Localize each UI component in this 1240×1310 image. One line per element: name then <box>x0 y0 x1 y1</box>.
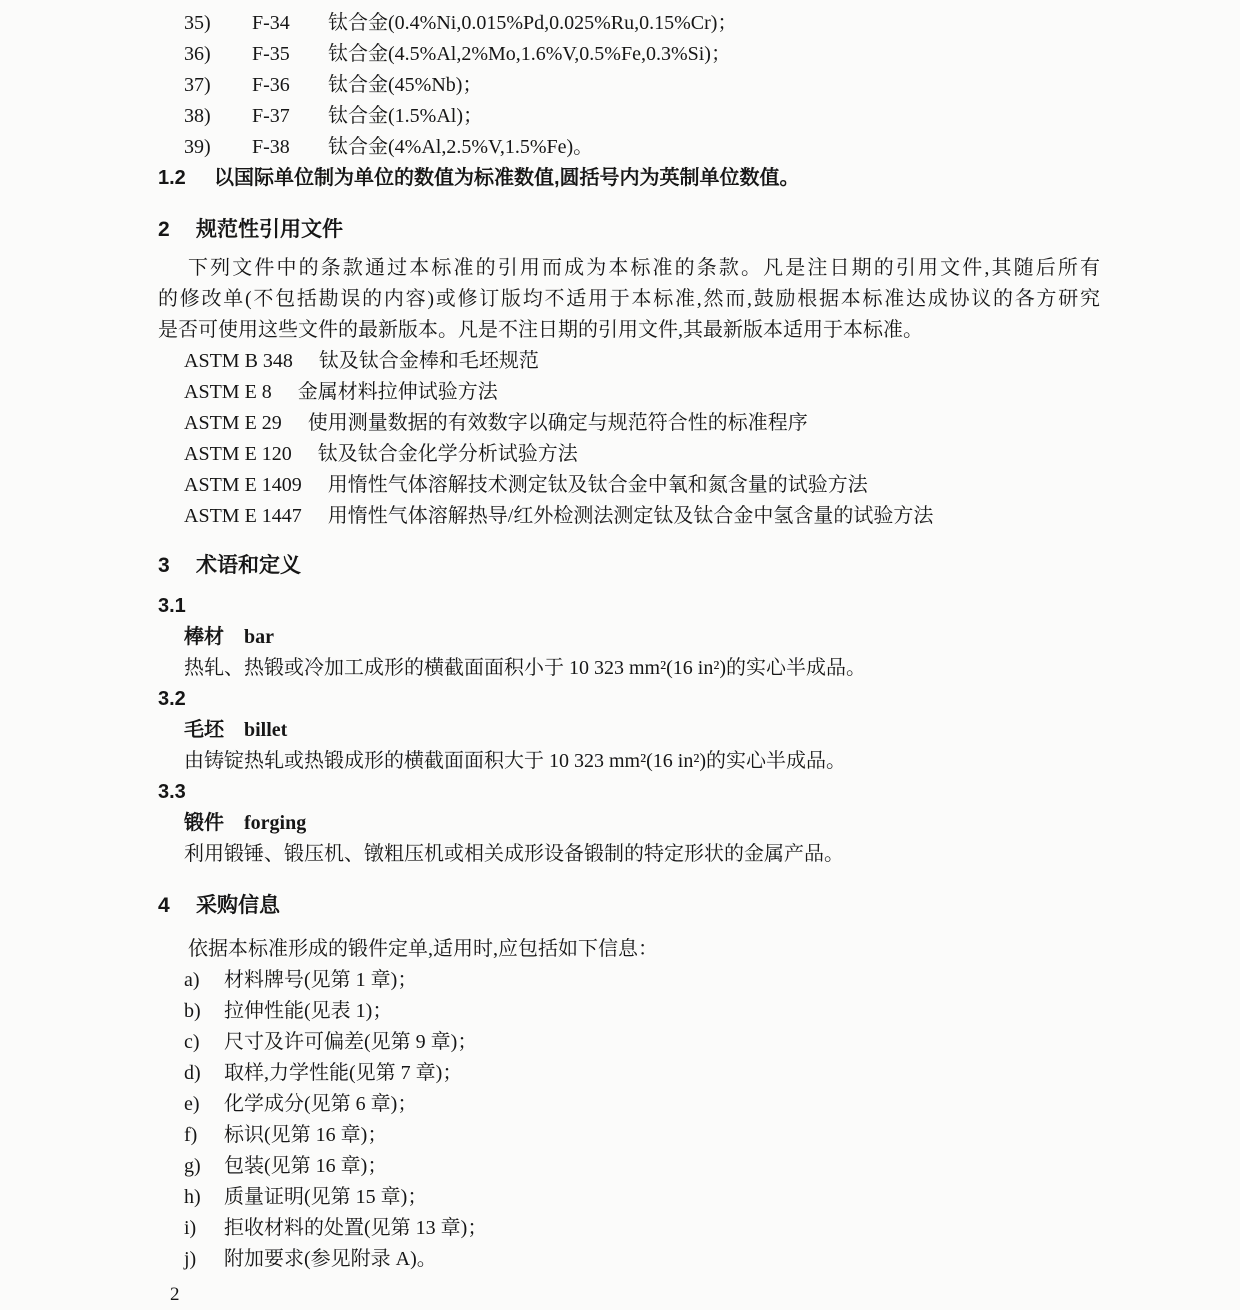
item-letter: c) <box>184 1031 200 1053</box>
grade-list <box>158 8 1100 163</box>
reference-title: 使用测量数据的有效数字以确定与规范符合性的标准程序 <box>307 412 808 434</box>
grade-item-desc: 钛合金(4.5%Al,2%Mo,1.6%V,0.5%Fe,0.3%Si)； <box>328 43 731 65</box>
ordered-item <box>184 965 1100 996</box>
astm-reference <box>184 439 1100 470</box>
item-letter: h) <box>184 1186 201 1208</box>
ordered-list <box>158 965 1100 1275</box>
ordered-item <box>184 1213 1100 1244</box>
reference-code: ASTM B 348 <box>184 350 293 372</box>
term-chinese: 毛坯 <box>184 719 224 741</box>
section-4-heading <box>158 890 1100 921</box>
item-letter: a) <box>184 969 200 991</box>
item-text: 材料牌号(见第 1 章)； <box>224 969 418 991</box>
grade-item-desc: 钛合金(45%Nb)； <box>328 74 483 96</box>
term-number: 3.3 <box>158 781 186 803</box>
grade-item-desc: 钛合金(1.5%Al)； <box>328 105 483 127</box>
ordered-item <box>184 1089 1100 1120</box>
paragraph-line: 的修改单(不包括勘误的内容)或修订版均不适用于本标准,然而,鼓励根据本标准达成协议的各方研究 <box>158 288 1100 310</box>
term-block <box>158 777 1100 870</box>
grade-item-number: 35) <box>184 12 211 34</box>
grade-list-item <box>184 8 1100 39</box>
section-title: 规范性引用文件 <box>196 218 343 241</box>
section-number: 4 <box>158 894 170 917</box>
item-text: 包装(见第 16 章)； <box>224 1155 388 1177</box>
astm-reference <box>184 346 1100 377</box>
item-text: 标识(见第 16 章)； <box>224 1124 388 1146</box>
section-number: 3 <box>158 554 170 577</box>
section-2-paragraph <box>158 253 1100 346</box>
item-letter: f) <box>184 1124 198 1146</box>
grade-item-number: 37) <box>184 74 211 96</box>
grade-item-code: F-35 <box>252 43 290 65</box>
ordered-item <box>184 1027 1100 1058</box>
grade-item-code: F-37 <box>252 105 290 127</box>
grade-item-number: 36) <box>184 43 211 65</box>
grade-list-item <box>184 132 1100 163</box>
section-4-intro: 依据本标准形成的锻件定单,适用时,应包括如下信息： <box>188 938 658 960</box>
reference-code: ASTM E 1409 <box>184 474 302 496</box>
term-english: forging <box>244 812 307 834</box>
grade-list-item <box>184 39 1100 70</box>
section-3-heading <box>158 550 1100 581</box>
term-number: 3.2 <box>158 688 186 710</box>
ordered-item <box>184 1058 1100 1089</box>
item-text: 化学成分(见第 6 章)； <box>224 1093 418 1115</box>
paragraph-line: 下列文件中的条款通过本标准的引用而成为本标准的条款。凡是注日期的引用文件,其随后所有 <box>188 257 1100 279</box>
item-letter: i) <box>184 1217 197 1239</box>
grade-list-item <box>184 101 1100 132</box>
ordered-item <box>184 1182 1100 1213</box>
clause-1-2 <box>158 163 1100 194</box>
term-definition: 热轧、热锻或冷加工成形的横截面面积小于 10 323 mm²(16 in²)的实心半成品。 <box>184 657 866 679</box>
term-definition: 利用锻锤、锻压机、镦粗压机或相关成形设备锻制的特定形状的金属产品。 <box>184 843 844 865</box>
grade-item-code: F-36 <box>252 74 290 96</box>
term-title <box>184 622 1100 653</box>
term-english: billet <box>244 719 288 741</box>
item-letter: e) <box>184 1093 200 1115</box>
item-text: 尺寸及许可偏差(见第 9 章)； <box>224 1031 478 1053</box>
item-text: 拉伸性能(见表 1)； <box>224 1000 393 1022</box>
term-definition: 由铸锭热轧或热锻成形的横截面面积大于 10 323 mm²(16 in²)的实心半成品。 <box>184 750 846 772</box>
astm-reference <box>184 377 1100 408</box>
section-2-heading <box>158 214 1100 245</box>
grade-item-desc: 钛合金(4%Al,2.5%V,1.5%Fe)。 <box>328 136 594 158</box>
term-block <box>158 591 1100 684</box>
grade-list-item <box>184 70 1100 101</box>
terms-list <box>158 591 1100 870</box>
section-number: 2 <box>158 218 170 241</box>
paragraph-line: 是否可使用这些文件的最新版本。凡是不注日期的引用文件,其最新版本适用于本标准。 <box>158 319 923 341</box>
item-text: 拒收材料的处置(见第 13 章)； <box>224 1217 488 1239</box>
item-text: 附加要求(参见附录 A)。 <box>224 1248 437 1270</box>
ordered-item <box>184 996 1100 1027</box>
grade-item-desc: 钛合金(0.4%Ni,0.015%Pd,0.025%Ru,0.15%Cr)； <box>328 12 738 34</box>
clause-number: 1.2 <box>158 167 186 189</box>
ordered-item <box>184 1120 1100 1151</box>
term-block <box>158 684 1100 777</box>
reference-title: 钛及钛合金棒和毛坯规范 <box>318 350 539 372</box>
clause-text: 以国际单位制为单位的数值为标准数值,圆括号内为英制单位数值。 <box>214 167 800 189</box>
term-number: 3.1 <box>158 595 186 617</box>
item-text: 取样,力学性能(见第 7 章)； <box>224 1062 463 1084</box>
astm-reference <box>184 408 1100 439</box>
term-title <box>184 715 1100 746</box>
reference-code: ASTM E 120 <box>184 443 292 465</box>
ordered-item <box>184 1151 1100 1182</box>
item-letter: j) <box>184 1248 197 1270</box>
term-english: bar <box>244 626 274 648</box>
section-title: 采购信息 <box>196 894 280 917</box>
reference-code: ASTM E 1447 <box>184 505 302 527</box>
astm-reference <box>184 470 1100 501</box>
reference-title: 金属材料拉伸试验方法 <box>297 381 498 403</box>
reference-title: 用惰性气体溶解技术测定钛及钛合金中氧和氮含量的试验方法 <box>327 474 868 496</box>
item-letter: b) <box>184 1000 201 1022</box>
grade-item-code: F-38 <box>252 136 290 158</box>
reference-list <box>158 346 1100 532</box>
item-letter: d) <box>184 1062 201 1084</box>
reference-code: ASTM E 8 <box>184 381 272 403</box>
item-letter: g) <box>184 1155 201 1177</box>
term-title <box>184 808 1100 839</box>
astm-reference <box>184 501 1100 532</box>
ordered-item <box>184 1244 1100 1275</box>
grade-item-code: F-34 <box>252 12 290 34</box>
reference-title: 钛及钛合金化学分析试验方法 <box>317 443 578 465</box>
term-chinese: 锻件 <box>184 812 224 834</box>
grade-item-number: 39) <box>184 136 211 158</box>
section-title: 术语和定义 <box>196 554 301 577</box>
grade-item-number: 38) <box>184 105 211 127</box>
reference-code: ASTM E 29 <box>184 412 282 434</box>
reference-title: 用惰性气体溶解热导/红外检测法测定钛及钛合金中氢含量的试验方法 <box>327 505 934 527</box>
page-number: 2 <box>170 1284 180 1305</box>
item-text: 质量证明(见第 15 章)； <box>224 1186 428 1208</box>
term-chinese: 棒材 <box>184 626 224 648</box>
